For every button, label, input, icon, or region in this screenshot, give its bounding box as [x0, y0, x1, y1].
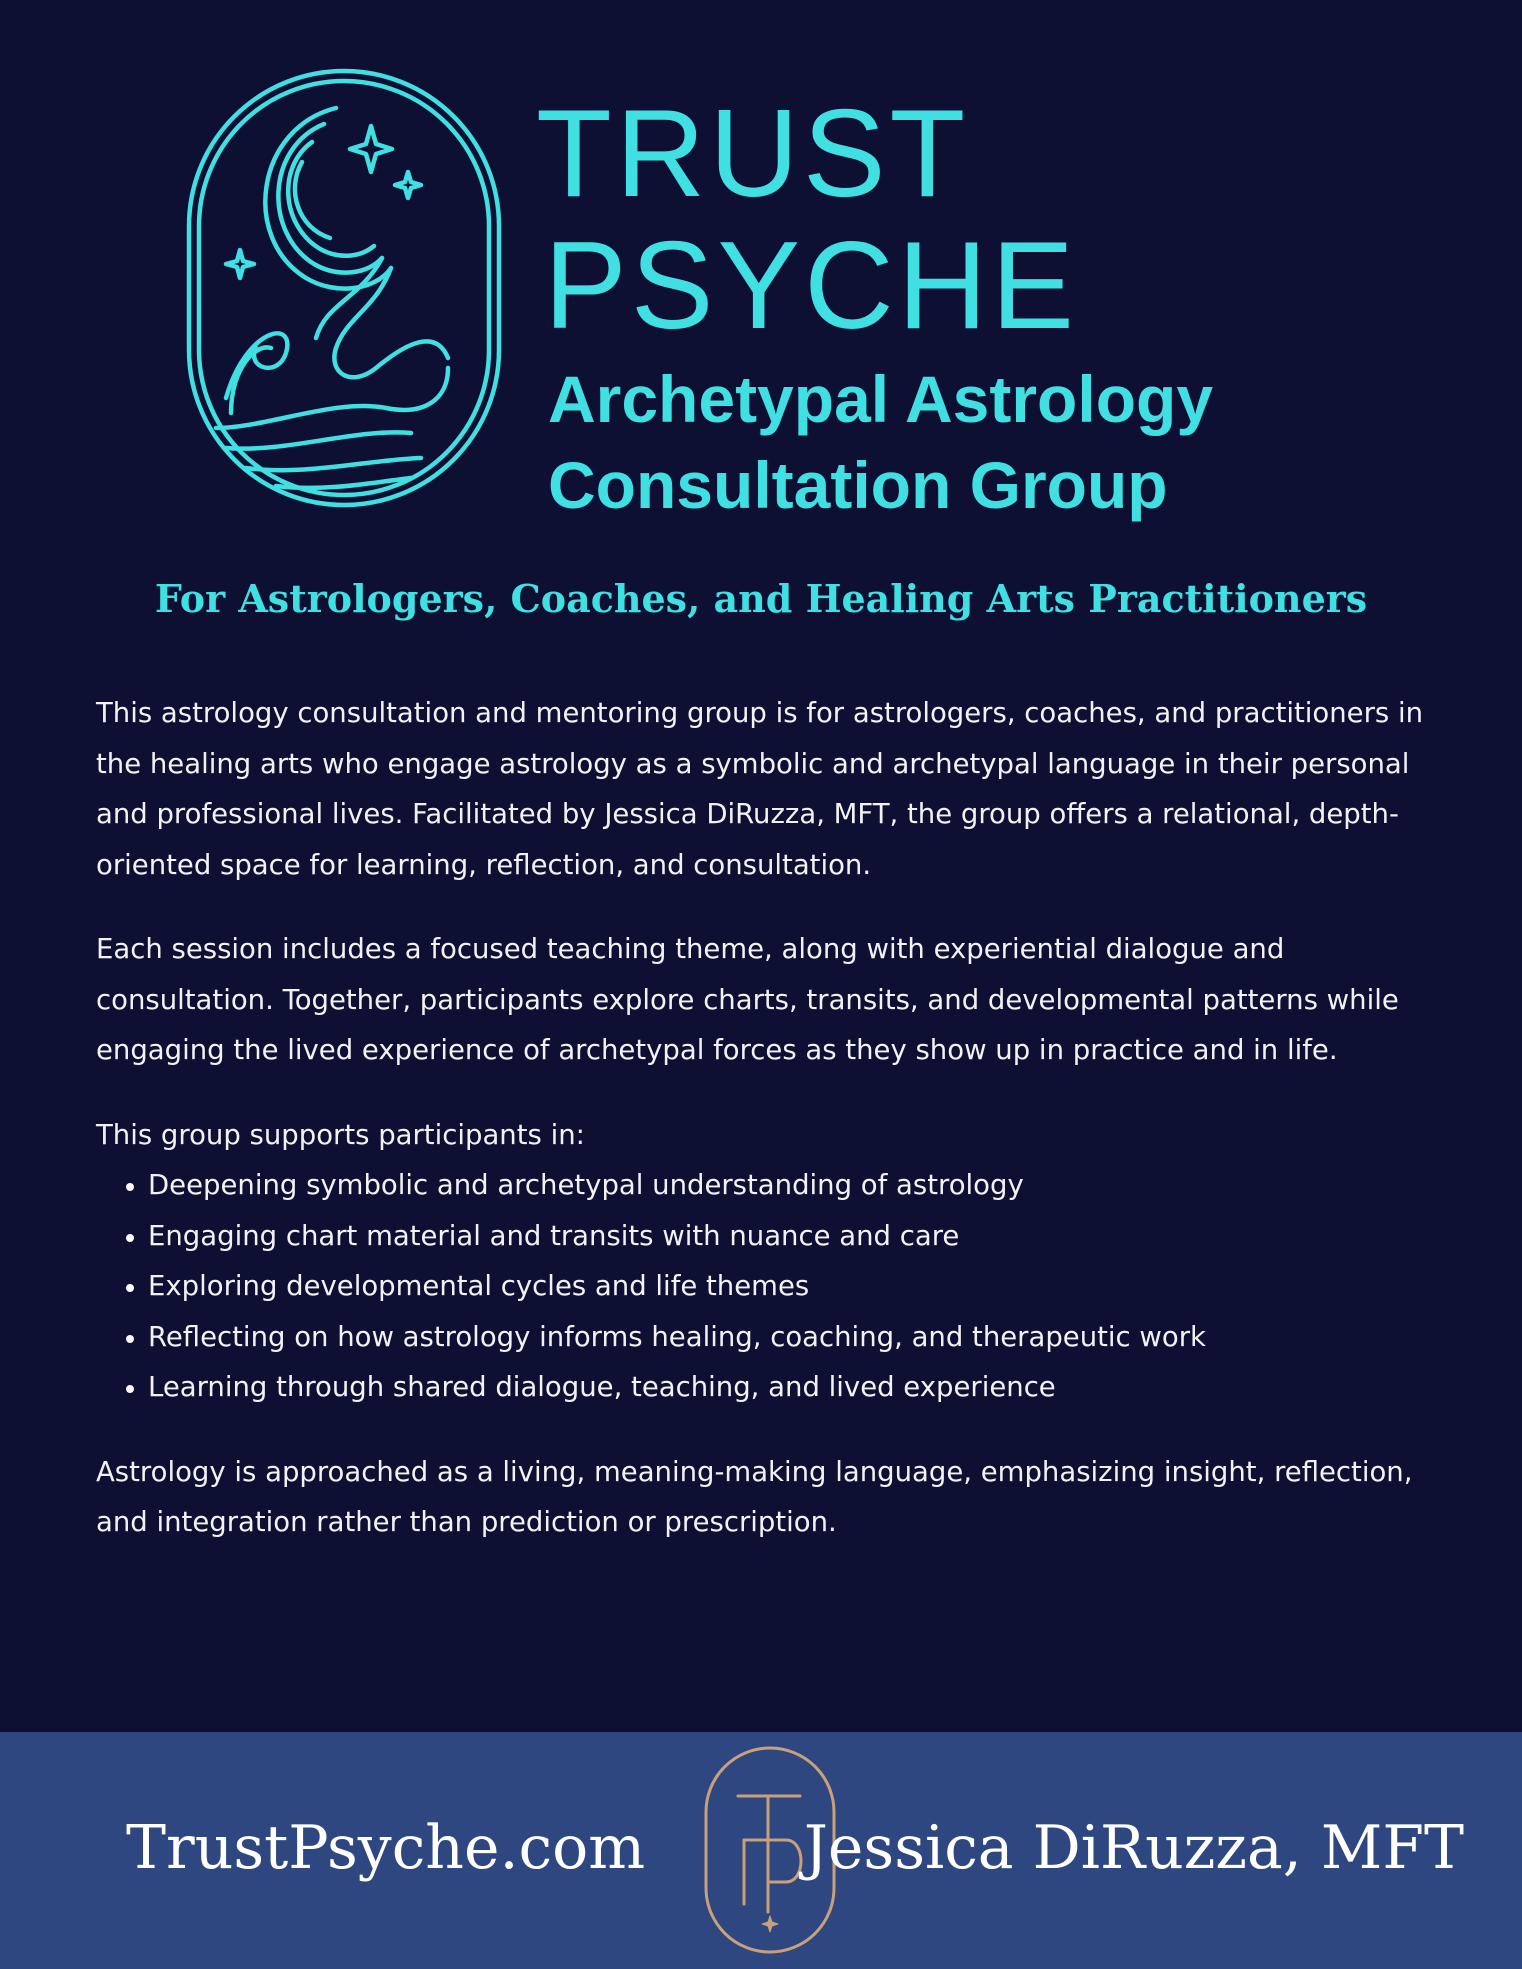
audience-heading: For Astrologers, Coaches, and Healing Arts Practitioners [154, 576, 1368, 621]
list-item: • Engaging chart material and transits with nuance and care [148, 1211, 1456, 1262]
footer-bar [0, 1732, 1522, 1969]
benefits-list [96, 1160, 1456, 1413]
facilitator-name: Jessica DiRuzza, MFT [803, 1813, 1464, 1883]
brand-subtitle-line2: Consultation Group [548, 448, 1168, 522]
list-item: • Exploring developmental cycles and life themes [148, 1261, 1456, 1312]
list-item: • Learning through shared dialogue, teaching, and lived experience [148, 1362, 1456, 1413]
crescent-moon-wave-icon [186, 68, 502, 508]
session-paragraph: Each session includes a focused teaching theme, along with experiential dialogue and consultation. Together, participants explore charts, transits, and developmental patterns while engaging the lived experience of archetypal forces as they show up in practice and in life. [96, 933, 1399, 1066]
brand-title-line1: TRUST [536, 85, 970, 223]
closing-paragraph: Astrology is approached as a living, meaning-making language, emphasizing insight, reflection, and integration rather than prediction or prescription. [96, 1455, 1413, 1538]
list-item: • Deepening symbolic and archetypal understanding of astrology [148, 1160, 1456, 1211]
brand-title-line2: PSYCHE [544, 217, 1078, 355]
website-link[interactable]: TrustPsyche.com [126, 1813, 646, 1883]
list-intro: This group supports participants in: [96, 1118, 585, 1151]
brand-title [536, 85, 1078, 355]
body-copy [96, 688, 1456, 1582]
intro-paragraph: This astrology consultation and mentoring group is for astrologers, coaches, and practitioners in the healing arts who engage astrology as a symbolic and archetypal language in their personal and professional lives. Facilitated by Jessica DiRuzza, MFT, the group offers a relational, depth-oriented space for learning, reflection, and consultation. [96, 697, 1424, 881]
list-item: • Reflecting on how astrology informs healing, coaching, and therapeutic work [148, 1312, 1456, 1363]
brand-subtitle-line1: Archetypal Astrology [548, 362, 1214, 436]
brand-subtitle [548, 356, 1213, 528]
